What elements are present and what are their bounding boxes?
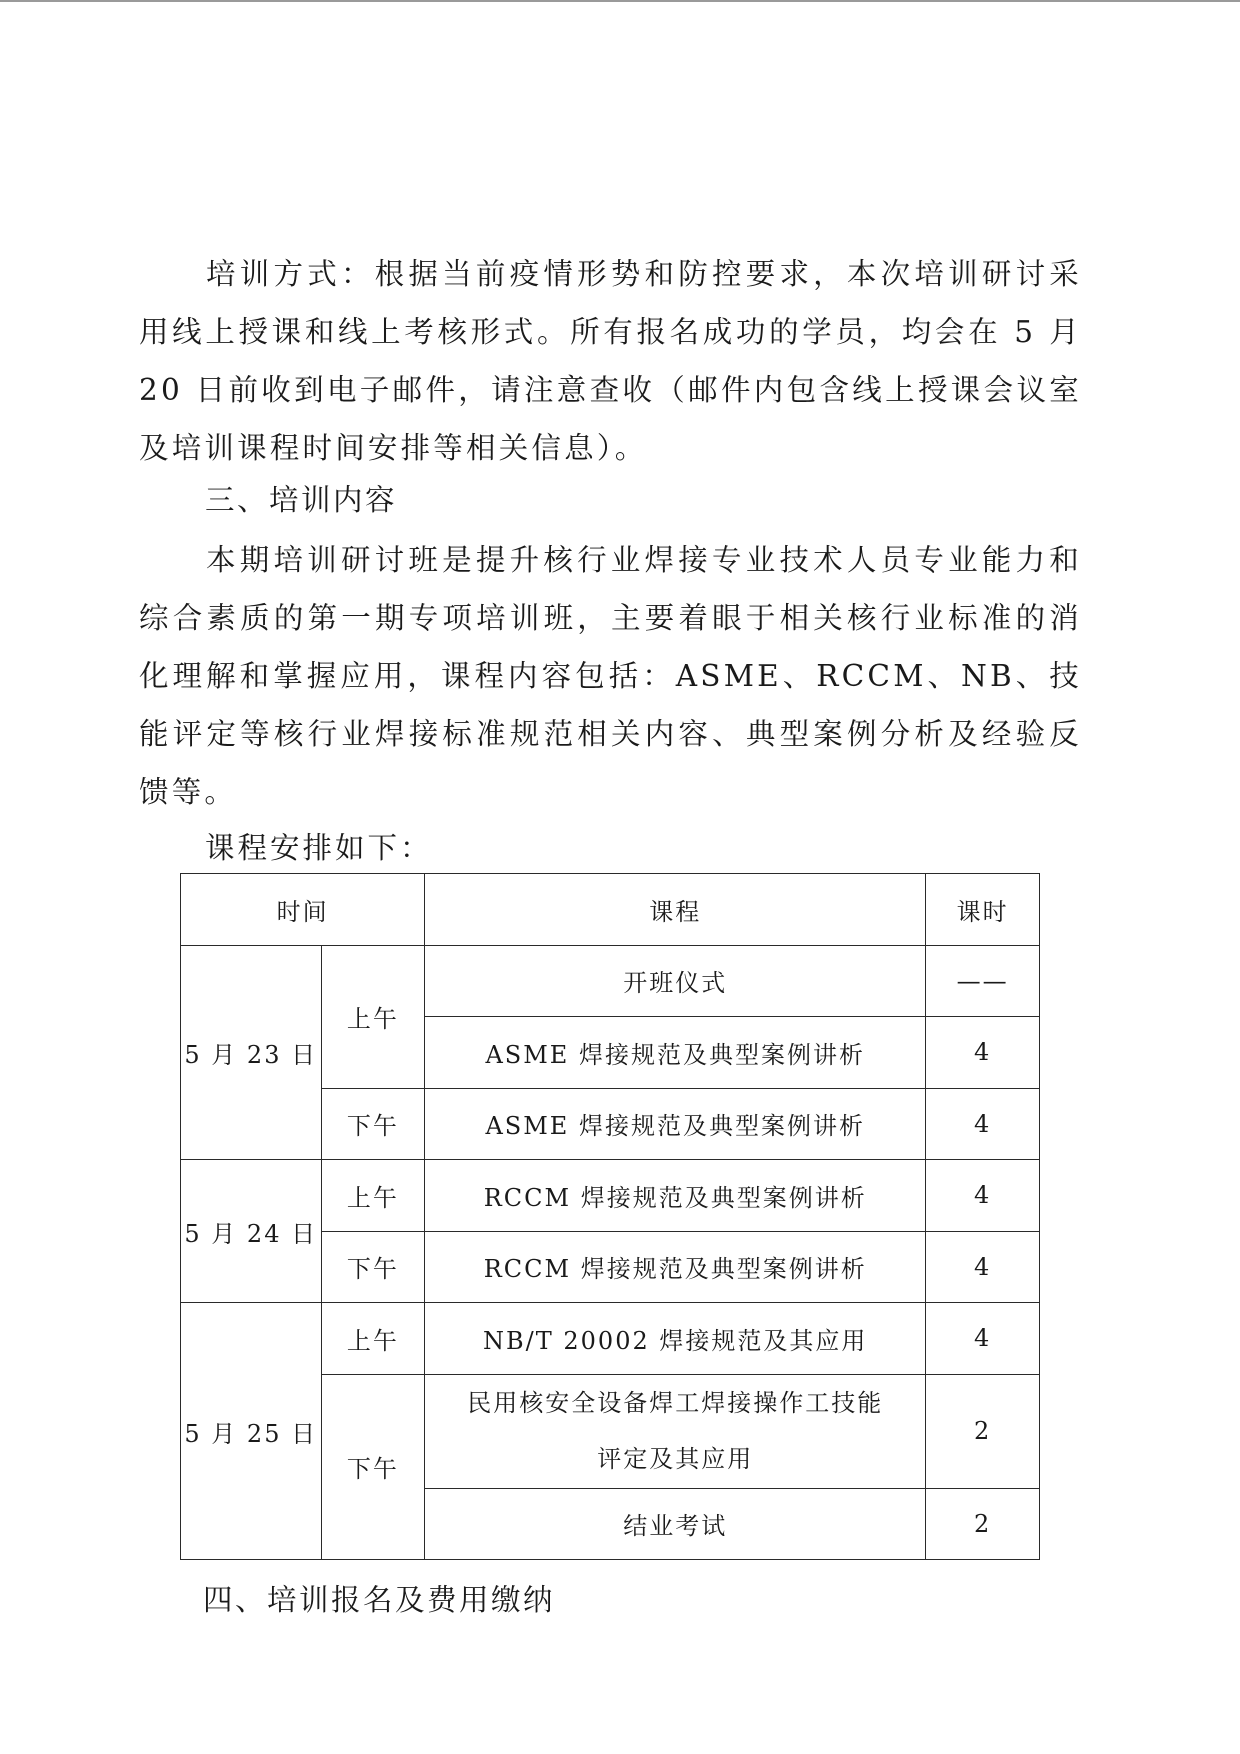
period-cell: 下午 (321, 1088, 425, 1160)
course-schedule-table (180, 873, 1040, 1560)
hours-cell: 4 (926, 1160, 1040, 1232)
course-cell: 结业考试 (425, 1488, 926, 1560)
date-cell: 5 月 24 日 (181, 1160, 322, 1303)
course-cell: RCCM 焊接规范及典型案例讲析 (425, 1160, 926, 1232)
period-cell: 上午 (321, 945, 425, 1088)
table-header-row (181, 874, 1040, 946)
table-row (181, 1303, 1040, 1375)
table-row (181, 945, 1040, 1017)
paragraph-training-method: 培训方式：根据当前疫情形势和防控要求，本次培训研讨采用线上授课和线上考核形式。所有报名成功的学员，均会在 5 月 20 日前收到电子邮件，请注意查收（邮件内包含线上授课会议室及培训课程时间安排等相关信息）。 (139, 257, 1082, 465)
course-cell: RCCM 焊接规范及典型案例讲析 (425, 1231, 926, 1303)
header-course: 课程 (425, 874, 926, 946)
period-cell: 下午 (321, 1374, 425, 1560)
course-cell: ASME 焊接规范及典型案例讲析 (425, 1017, 926, 1089)
period-cell: 下午 (321, 1231, 425, 1303)
course-cell: NB/T 20002 焊接规范及其应用 (425, 1303, 926, 1375)
heading-registration-fees: 四、培训报名及费用缴纳 (203, 1583, 556, 1617)
header-time: 时间 (181, 874, 425, 946)
date-cell: 5 月 25 日 (181, 1303, 322, 1560)
course-cell: ASME 焊接规范及典型案例讲析 (425, 1088, 926, 1160)
course-cell: 开班仪式 (425, 945, 926, 1017)
period-cell: 上午 (321, 1303, 425, 1375)
hours-cell: —— (926, 945, 1040, 1017)
hours-cell: 4 (926, 1303, 1040, 1375)
page-top-edge (0, 0, 1240, 2)
date-cell: 5 月 23 日 (181, 945, 322, 1160)
header-hours: 课时 (926, 874, 1040, 946)
table-row (181, 1160, 1040, 1232)
schedule-intro: 课程安排如下： (205, 831, 433, 865)
paragraph-training-content: 本期培训研讨班是提升核行业焊接专业技术人员专业能力和综合素质的第一期专项培训班，主要着眼于相关核行业标准的消化理解和掌握应用，课程内容包括：ASME、RCCM、NB、技能评定等核行业焊接标准规范相关内容、典型案例分析及经验反馈等。 (139, 543, 1082, 809)
course-cell-line: 民用核安全设备焊工焊接操作工技能 (467, 1389, 884, 1417)
hours-cell: 4 (926, 1017, 1040, 1089)
course-cell (425, 1374, 926, 1488)
hours-cell: 2 (926, 1374, 1040, 1488)
period-cell: 上午 (321, 1160, 425, 1232)
hours-cell: 4 (926, 1088, 1040, 1160)
heading-training-content: 三、培训内容 (205, 483, 398, 517)
course-cell-line: 评定及其应用 (597, 1445, 754, 1473)
hours-cell: 4 (926, 1231, 1040, 1303)
hours-cell: 2 (926, 1488, 1040, 1560)
